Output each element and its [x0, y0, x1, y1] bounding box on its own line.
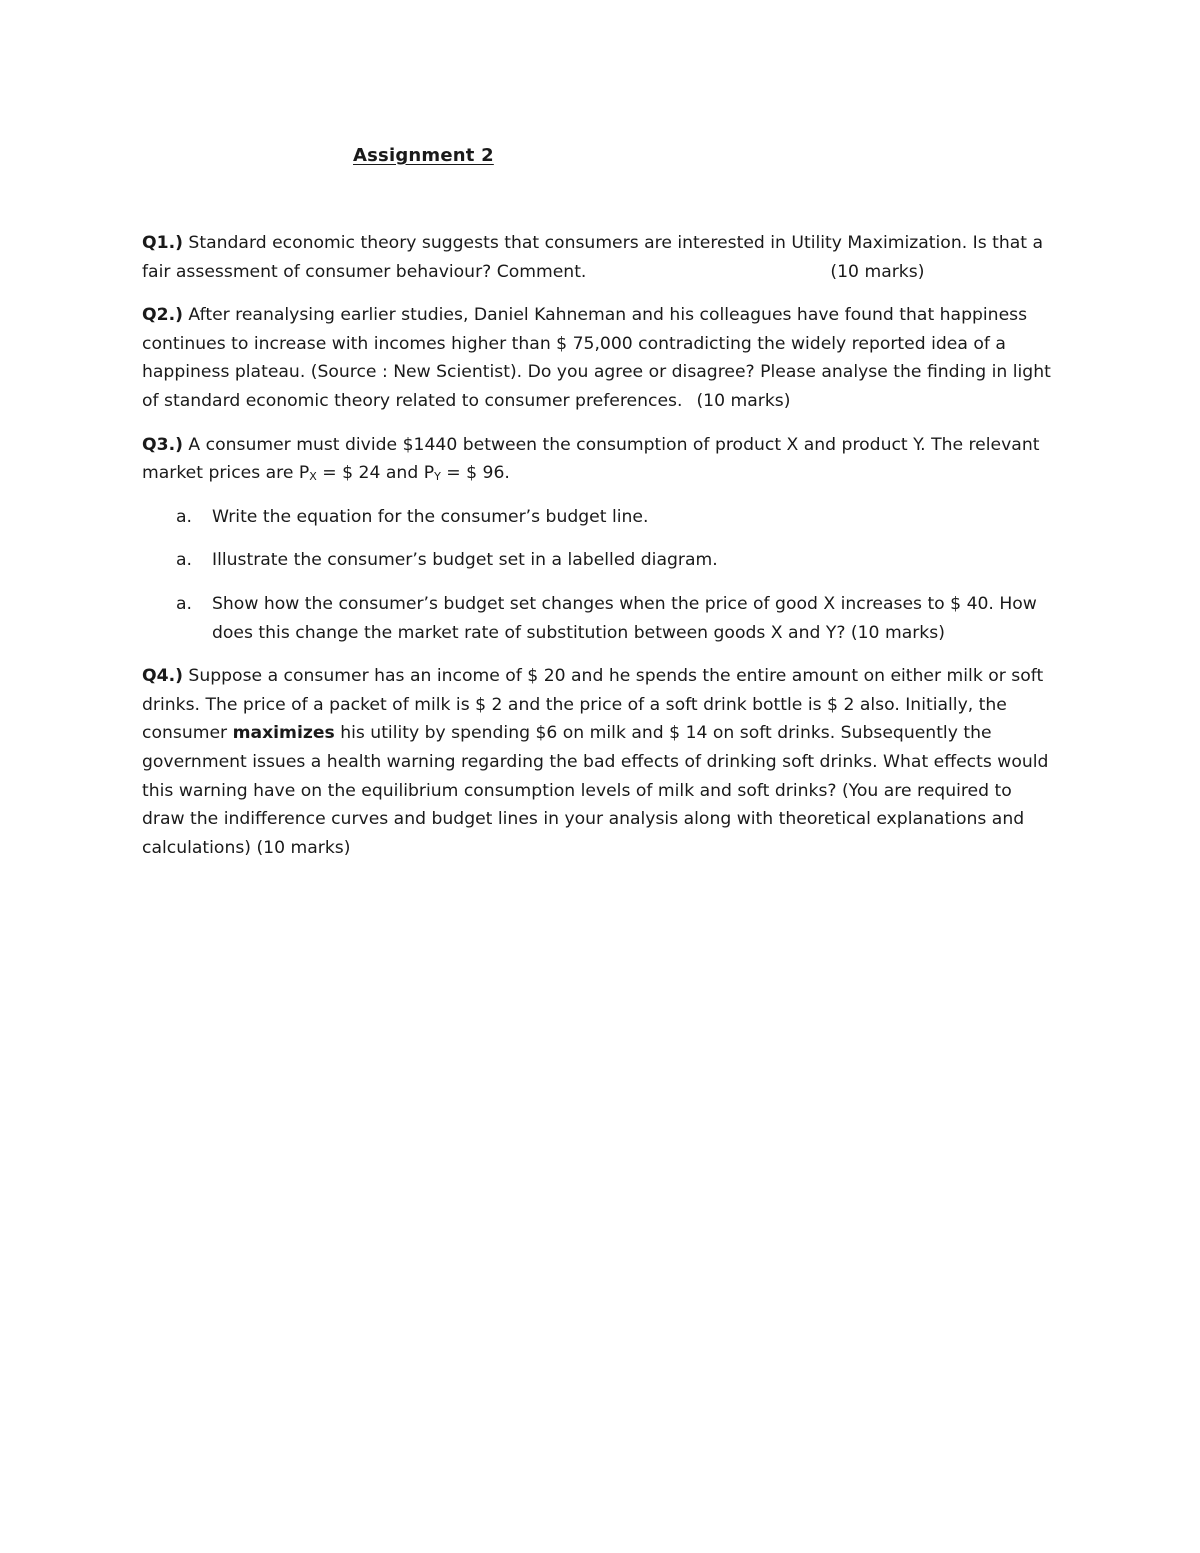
q1-text-1: Standard economic theory suggests that consumers are interested in Utility Maximization. Is that a: [182, 233, 1044, 253]
q3-item-2-text: Illustrate the consumer’s budget set in a labelled diagram.: [212, 550, 718, 571]
q3-item-1-letter: a.: [176, 506, 192, 527]
q1-line-2: [142, 258, 1062, 287]
q1-line-1: [142, 229, 1062, 258]
q3-item-2: [142, 546, 1062, 575]
q3-text-2c: = $ 96.: [440, 463, 510, 484]
question-1: [142, 229, 1062, 286]
q3-text-2b: = $ 24 and P: [316, 463, 435, 484]
q3-text-1: A consumer must divide $1440 between the consumption of product X and product Y. The relevant: [182, 434, 1040, 455]
q2-marks: (10 marks): [696, 390, 791, 411]
q3-item-3: [142, 590, 1062, 647]
q3-subscript-y: Y: [434, 470, 441, 484]
q2-text-3: happiness plateau. (Source : New Scientist). Do you agree or disagree? Please analyse the finding in light: [142, 362, 1051, 383]
q2-text-1: After reanalysing earlier studies, Daniel Kahneman and his colleagues have found that happiness: [182, 305, 1028, 326]
q3-number: Q3.): [142, 434, 183, 455]
q1-text-2: fair assessment of consumer behaviour? Comment.: [142, 261, 587, 282]
q4-text-7: calculations) (10 marks): [142, 837, 351, 858]
q3-subscript-x: X: [309, 470, 317, 484]
q2-text-4: of standard economic theory related to consumer preferences.: [142, 390, 683, 411]
q3-item-3-text-1: Show how the consumer’s budget set changes when the price of good X increases to $ 40. How: [212, 593, 1037, 614]
page-title: Assignment 2: [353, 145, 494, 166]
q3-item-3-text-2: does this change the market rate of substitution between goods X and Y? (10 marks): [212, 622, 945, 643]
assignment-body: [142, 229, 1062, 877]
q2-text-2: continues to increase with incomes higher than $ 75,000 contradicting the widely reported idea of a: [142, 333, 1006, 354]
q4-number: Q4.): [142, 666, 183, 687]
q4-text-3a: consumer: [142, 723, 233, 744]
question-3: [142, 431, 1062, 488]
q2-number: Q2.): [142, 305, 183, 326]
q4-text-6: draw the indifference curves and budget lines in your analysis along with theoretical explanations and: [142, 809, 1025, 830]
q3-line-1: [142, 431, 1062, 460]
q4-line-3: [142, 719, 1062, 748]
q4-text-3b: his utility by spending $6 on milk and $ 14 on soft drinks. Subsequently the: [334, 723, 992, 744]
q4-text-5: this warning have on the equilibrium consumption levels of milk and soft drinks? (You are required to: [142, 780, 1012, 801]
q3-item-1: [142, 503, 1062, 532]
q1-number: Q1.): [142, 233, 183, 253]
question-4: [142, 662, 1062, 862]
q2-line-1: [142, 301, 1062, 330]
q2-line-4: [142, 387, 1062, 416]
q3-item-2-letter: a.: [176, 550, 192, 571]
q3-text-2a: market prices are P: [142, 463, 310, 484]
q4-text-2: drinks. The price of a packet of milk is $ 2 and the price of a soft drink bottle is $ 2 also. Initially, the: [142, 694, 1007, 715]
q3-line-2: [142, 459, 1062, 488]
question-2: [142, 301, 1062, 415]
q3-item-1-text: Write the equation for the consumer’s budget line.: [212, 506, 649, 527]
q1-marks: (10 marks): [830, 261, 925, 282]
q4-bold-word: maximizes: [232, 723, 335, 744]
q4-text-1: Suppose a consumer has an income of $ 20 and he spends the entire amount on either milk or soft: [182, 666, 1044, 687]
q4-text-4: government issues a health warning regarding the bad effects of drinking soft drinks. What effects would: [142, 751, 1049, 772]
q3-item-3-letter: a.: [176, 593, 192, 614]
q4-line-1: [142, 662, 1062, 691]
